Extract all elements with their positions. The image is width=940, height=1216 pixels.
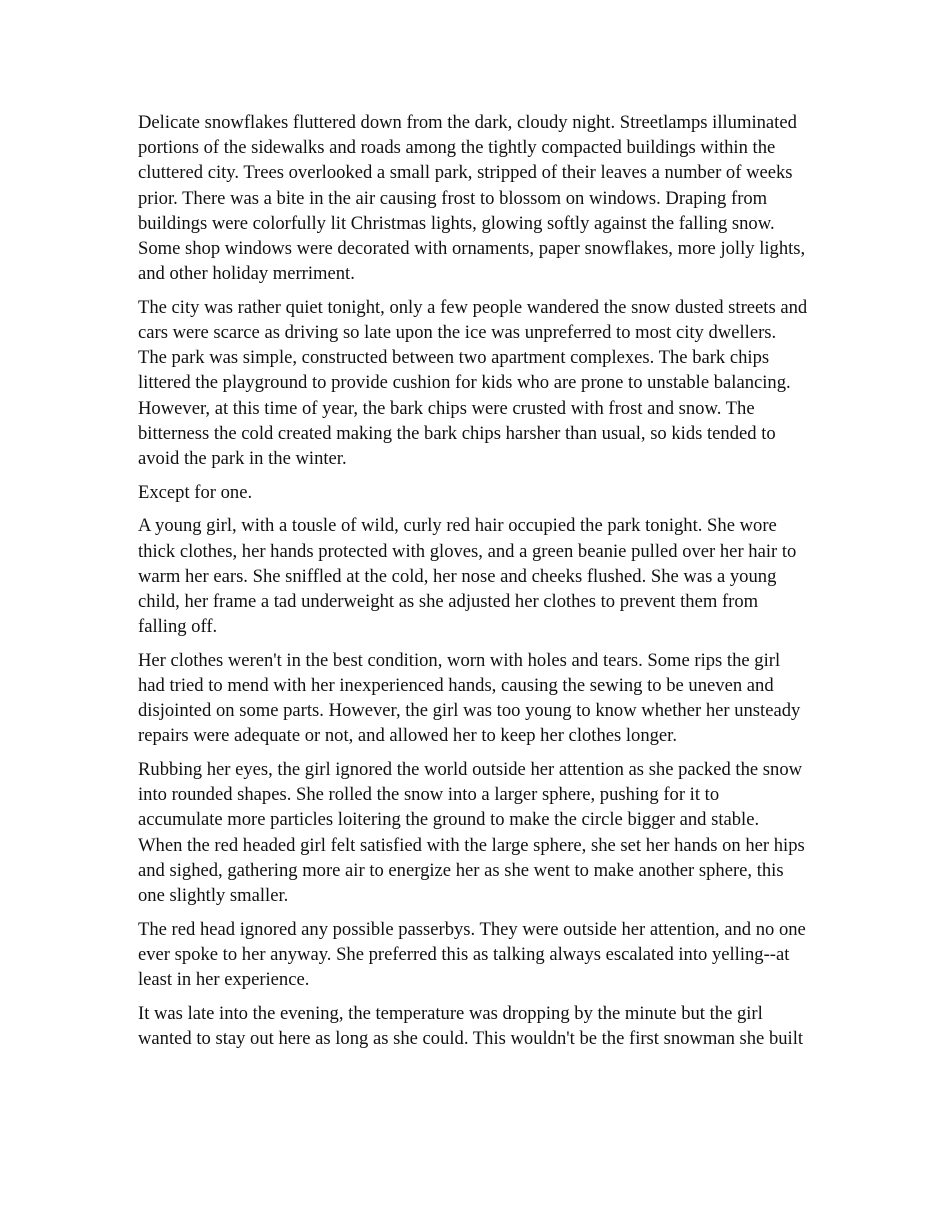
text-line: accumulate more particles loitering the ground to make the circle bigger and stable.: [138, 809, 760, 831]
paragraph-4: [138, 513, 818, 639]
text-line: ever spoke to her anyway. She preferred this as talking always escalated into yelling--at: [138, 943, 790, 965]
text-line: The city was rather quiet tonight, only a few people wandered the snow dusted streets and: [138, 296, 808, 318]
text-line: buildings were colorfully lit Christmas lights, glowing softly against the falling snow.: [138, 212, 775, 234]
text-line: falling off.: [138, 616, 218, 638]
text-line: wanted to stay out here as long as she could. This wouldn't be the first snowman she built: [138, 1027, 804, 1049]
paragraph-5: [138, 648, 818, 749]
text-line: bitterness the cold created making the bark chips harsher than usual, so kids tended to: [138, 422, 776, 444]
text-line: Some shop windows were decorated with ornaments, paper snowflakes, more jolly lights,: [138, 237, 806, 259]
text-line: Her clothes weren't in the best condition, worn with holes and tears. Some rips the girl: [138, 649, 781, 671]
paragraph-1: [138, 110, 818, 286]
text-line: portions of the sidewalks and roads among the tightly compacted buildings within the: [138, 137, 776, 159]
text-line: littered the playground to provide cushion for kids who are prone to unstable balancing.: [138, 372, 791, 394]
text-line: had tried to mend with her inexperienced hands, causing the sewing to be uneven and: [138, 674, 774, 696]
paragraph-3: [138, 480, 818, 505]
text-line: Rubbing her eyes, the girl ignored the world outside her attention as she packed the snow: [138, 759, 803, 780]
text-line: one slightly smaller.: [138, 884, 289, 906]
text-line: and sighed, gathering more air to energize her as she went to make another sphere, this: [138, 859, 784, 881]
text-line: The red head ignored any possible passerbys. They were outside her attention, and no one: [138, 918, 806, 940]
document-page: [138, 110, 818, 1060]
text-line: A young girl, with a tousle of wild, curly red hair occupied the park tonight. She wore: [138, 515, 777, 537]
text-line: into rounded shapes. She rolled the snow into a larger sphere, pushing for it to: [138, 784, 720, 806]
text-line: and other holiday merriment.: [138, 263, 355, 285]
text-line: cars were scarce as driving so late upon the ice was unpreferred to most city dwellers.: [138, 322, 777, 343]
text-line: Delicate snowflakes fluttered down from the dark, cloudy night. Streetlamps illuminated: [138, 112, 797, 133]
text-line: The park was simple, constructed between two apartment complexes. The bark chips: [138, 347, 770, 369]
text-line: However, at this time of year, the bark chips were crusted with frost and snow. The: [138, 397, 755, 419]
text-line: warm her ears. She sniffled at the cold, her nose and cheeks flushed. She was a young: [138, 565, 777, 587]
text-line: disjointed on some parts. However, the girl was too young to know whether her unsteady: [138, 700, 801, 722]
text-line: prior. There was a bite in the air causing frost to blossom on windows. Draping from: [138, 187, 768, 209]
text-line: thick clothes, her hands protected with gloves, and a green beanie pulled over her hair to: [138, 540, 797, 562]
text-line: least in her experience.: [138, 969, 310, 990]
text-line: Except for one.: [138, 481, 253, 503]
paragraph-7: [138, 917, 818, 993]
text-line: cluttered city. Trees overlooked a small park, stripped of their leaves a number of weeks: [138, 162, 793, 184]
paragraph-6: [138, 757, 818, 908]
text-line: It was late into the evening, the temperature was dropping by the minute but the girl: [138, 1002, 763, 1024]
text-line: child, her frame a tad underweight as she adjusted her clothes to prevent them from: [138, 590, 759, 612]
text-line: repairs were adequate or not, and allowed her to keep her clothes longer.: [138, 725, 678, 747]
text-line: When the red headed girl felt satisfied with the large sphere, she set her hands on her hips: [138, 834, 805, 856]
paragraph-2: [138, 295, 818, 471]
paragraph-8: [138, 1001, 818, 1051]
text-line: avoid the park in the winter.: [138, 447, 347, 469]
